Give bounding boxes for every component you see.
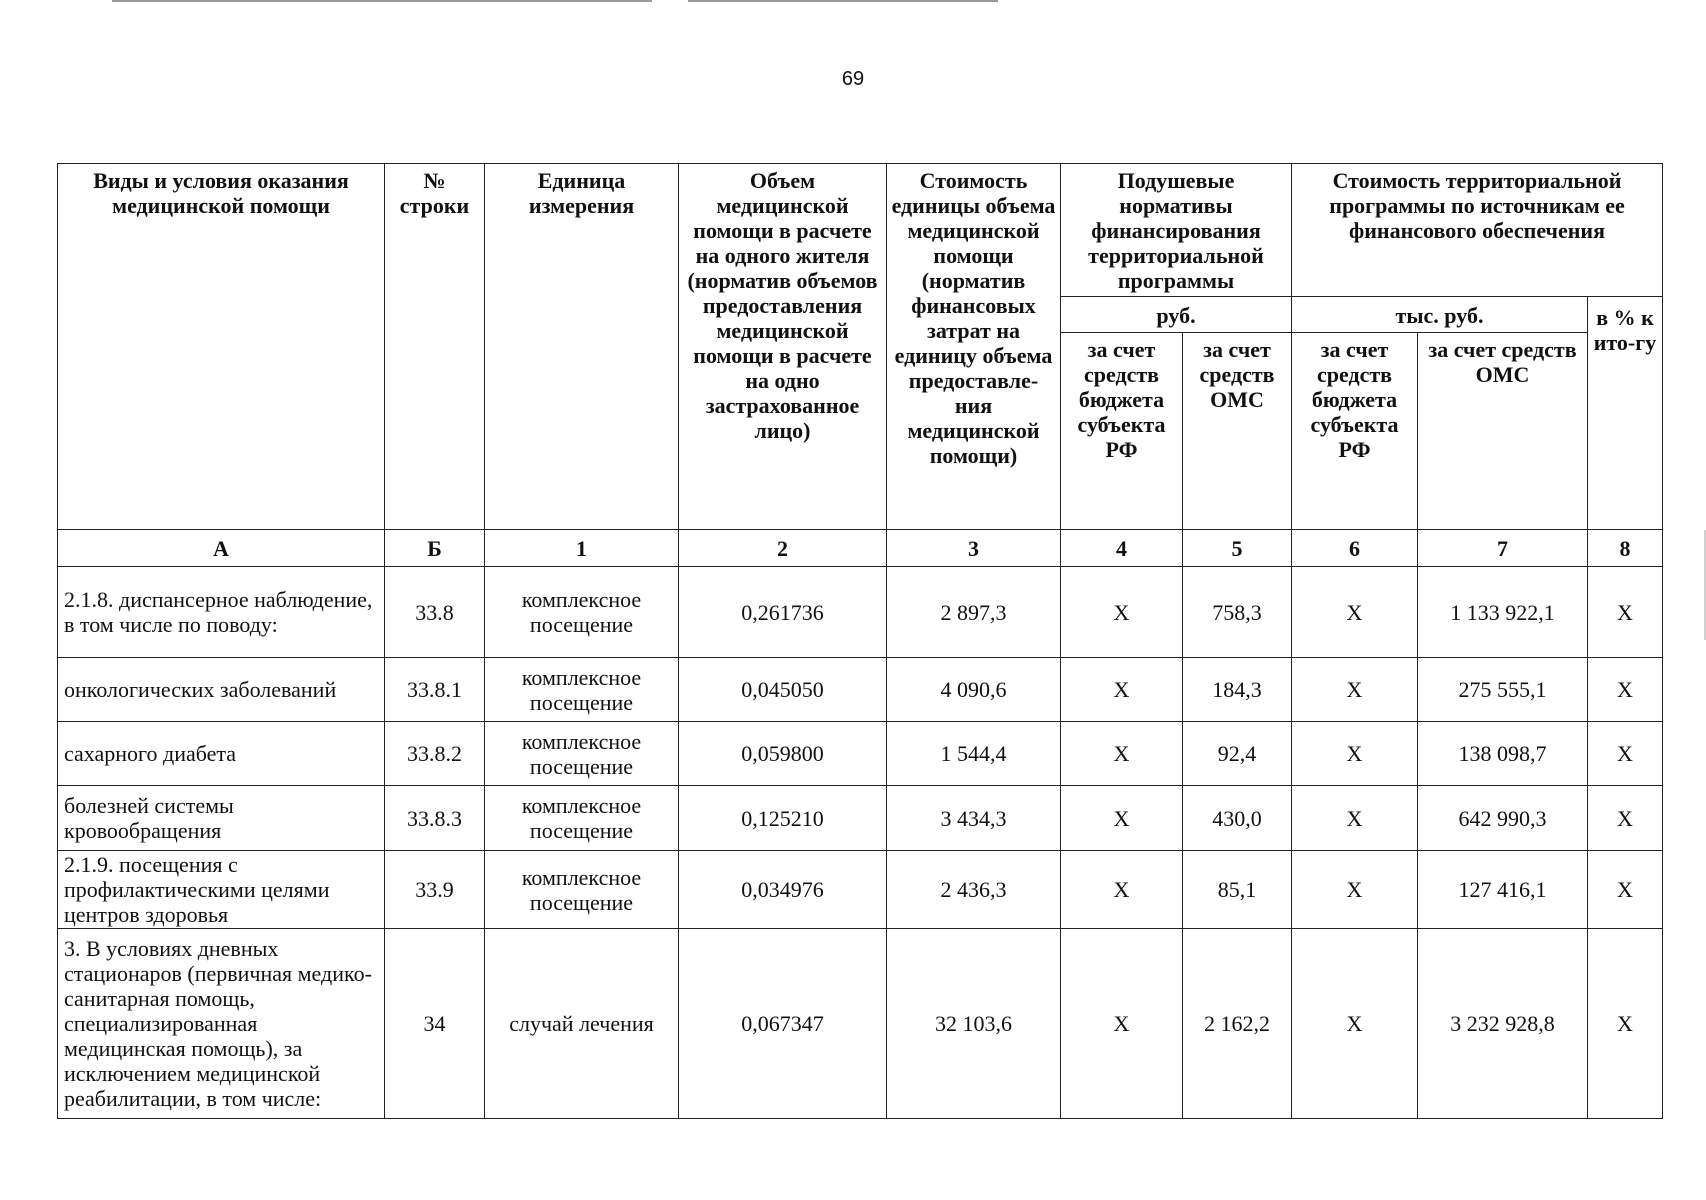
cell-budget-rub: Х — [1061, 567, 1183, 658]
cell-kind: 2.1.9. посещения с профилактическими целями центров здоровья — [58, 851, 385, 929]
scan-edge-line — [688, 0, 998, 2]
cell-oms-thousand: 127 416,1 — [1418, 851, 1588, 929]
cell-volume: 0,059800 — [679, 722, 887, 786]
page-number: 69 — [841, 68, 865, 90]
cell-budget-thousand: Х — [1292, 786, 1418, 851]
cell-unit-cost: 3 434,3 — [887, 786, 1061, 851]
column-index: 3 — [887, 530, 1061, 567]
cell-unit-cost: 32 103,6 — [887, 929, 1061, 1119]
cell-unit: комплексное посещение — [485, 851, 679, 929]
cell-unit: комплексное посещение — [485, 786, 679, 851]
cell-volume: 0,125210 — [679, 786, 887, 851]
cell-kind: болезней системы кровообращения — [58, 786, 385, 851]
cell-row-number: 33.8 — [385, 567, 485, 658]
column-index-row — [58, 530, 1663, 567]
cell-row-number: 33.8.3 — [385, 786, 485, 851]
column-index: 2 — [679, 530, 887, 567]
header-oms-thousand: за счет средств ОМС — [1418, 333, 1588, 530]
cell-oms-thousand: 1 133 922,1 — [1418, 567, 1588, 658]
cell-kind: 3. В условиях дневных стационаров (первичная медико-санитарная помощь, специализированная медицинская помощь), за исключением медицинской реабилитации, в том числе: — [58, 929, 385, 1119]
cell-unit: комплексное посещение — [485, 658, 679, 722]
header-unit: Единица измерения — [485, 164, 679, 530]
cell-budget-thousand: Х — [1292, 851, 1418, 929]
table-row — [58, 786, 1663, 851]
cell-volume: 0,067347 — [679, 929, 887, 1119]
header-thousand-rub: тыс. руб. — [1292, 297, 1588, 333]
column-index: 4 — [1061, 530, 1183, 567]
cell-kind: сахарного диабета — [58, 722, 385, 786]
table-row — [58, 658, 1663, 722]
header-volume: Объем медицинской помощи в расчете на одного жителя (норматив объемов предоставления медицинской помощи в расчете на одно застрахованное лицо) — [679, 164, 887, 530]
cell-budget-rub: Х — [1061, 929, 1183, 1119]
column-index: 5 — [1183, 530, 1292, 567]
cell-oms-rub: 92,4 — [1183, 722, 1292, 786]
cell-budget-thousand: Х — [1292, 929, 1418, 1119]
table-row — [58, 851, 1663, 929]
column-index: 7 — [1418, 530, 1588, 567]
cell-percent: Х — [1588, 658, 1663, 722]
column-index: 6 — [1292, 530, 1418, 567]
header-row-number: № строки — [385, 164, 485, 530]
cell-percent: Х — [1588, 929, 1663, 1119]
header-budget-rub: за счет средств бюджета субъекта РФ — [1061, 333, 1183, 530]
cell-unit: комплексное посещение — [485, 722, 679, 786]
financing-table — [57, 163, 1663, 1119]
cell-percent: Х — [1588, 567, 1663, 658]
cell-volume: 0,045050 — [679, 658, 887, 722]
cell-volume: 0,034976 — [679, 851, 887, 929]
cell-oms-rub: 85,1 — [1183, 851, 1292, 929]
cell-percent: Х — [1588, 851, 1663, 929]
table-row — [58, 722, 1663, 786]
cell-budget-thousand: Х — [1292, 658, 1418, 722]
cell-oms-thousand: 275 555,1 — [1418, 658, 1588, 722]
cell-oms-rub: 430,0 — [1183, 786, 1292, 851]
header-percent: в % к ито-гу — [1588, 297, 1663, 530]
cell-row-number: 33.8.2 — [385, 722, 485, 786]
cell-row-number: 34 — [385, 929, 485, 1119]
header-unit-cost: Стоимость единицы объема медицинской помощи (норматив финансовых затрат на единицу объема предоставле-ния медицинской помощи) — [887, 164, 1061, 530]
cell-kind: онкологических заболеваний — [58, 658, 385, 722]
cell-percent: Х — [1588, 786, 1663, 851]
cell-budget-thousand: Х — [1292, 722, 1418, 786]
cell-budget-thousand: Х — [1292, 567, 1418, 658]
cell-budget-rub: Х — [1061, 786, 1183, 851]
cell-unit-cost: 2 436,3 — [887, 851, 1061, 929]
cell-volume: 0,261736 — [679, 567, 887, 658]
table-row — [58, 567, 1663, 658]
cell-percent: Х — [1588, 722, 1663, 786]
cell-unit-cost: 1 544,4 — [887, 722, 1061, 786]
header-budget-thousand: за счет средств бюджета субъекта РФ — [1292, 333, 1418, 530]
header-row — [58, 164, 1663, 297]
cell-unit-cost: 4 090,6 — [887, 658, 1061, 722]
cell-oms-thousand: 138 098,7 — [1418, 722, 1588, 786]
cell-unit-cost: 2 897,3 — [887, 567, 1061, 658]
header-program-cost: Стоимость территориальной программы по источникам ее финансового обеспечения — [1292, 164, 1663, 297]
cell-unit: комплексное посещение — [485, 567, 679, 658]
column-index: Б — [385, 530, 485, 567]
cell-oms-thousand: 642 990,3 — [1418, 786, 1588, 851]
cell-row-number: 33.9 — [385, 851, 485, 929]
scan-edge-line — [112, 0, 652, 2]
column-index: 8 — [1588, 530, 1663, 567]
cell-oms-rub: 2 162,2 — [1183, 929, 1292, 1119]
cell-oms-rub: 758,3 — [1183, 567, 1292, 658]
cell-budget-rub: Х — [1061, 658, 1183, 722]
header-per-capita: Подушевые нормативы финансирования территориальной программы — [1061, 164, 1292, 297]
cell-budget-rub: Х — [1061, 851, 1183, 929]
column-index: А — [58, 530, 385, 567]
header-oms-rub: за счет средств ОМС — [1183, 333, 1292, 530]
column-index: 1 — [485, 530, 679, 567]
cell-budget-rub: Х — [1061, 722, 1183, 786]
cell-kind: 2.1.8. диспансерное наблюдение, в том числе по поводу: — [58, 567, 385, 658]
header-rub: руб. — [1061, 297, 1292, 333]
cell-row-number: 33.8.1 — [385, 658, 485, 722]
table-row — [58, 929, 1663, 1119]
cell-oms-thousand: 3 232 928,8 — [1418, 929, 1588, 1119]
cell-unit: случай лечения — [485, 929, 679, 1119]
cell-oms-rub: 184,3 — [1183, 658, 1292, 722]
header-kind: Виды и условия оказания медицинской помощи — [58, 164, 385, 530]
